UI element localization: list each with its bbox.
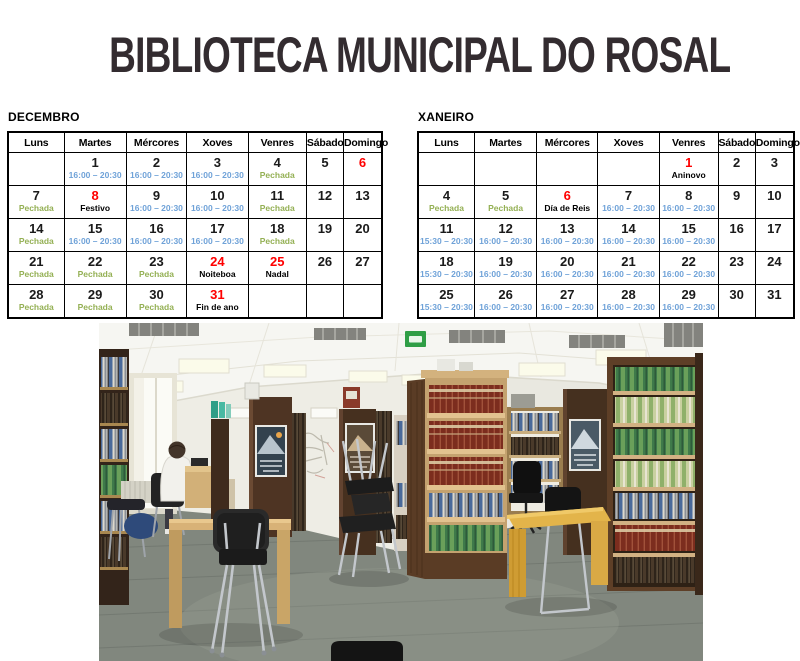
weekday-header: Mércores [537,132,598,153]
day-note: Noiteboa [199,269,236,279]
calendar-cell [718,219,755,252]
calendar-cell [537,153,598,186]
day-number: 2 [732,155,741,170]
page-title: BIBLIOTECA MUNICIPAL DO ROSAL [109,27,731,83]
weekday-header: Sábado [718,132,755,153]
day-number: 7 [32,188,40,203]
day-number: 22 [681,254,696,269]
calendar-cell [64,186,126,219]
calendar-cell [598,285,660,319]
weekday-header: Xoves [598,132,660,153]
calendar-cell [659,219,718,252]
day-number: 3 [213,155,222,170]
calendar-month-label: XANEIRO [418,110,475,124]
day-number: 18 [270,221,285,236]
day-note: Pechada [259,236,295,246]
calendar-cell [343,186,382,219]
day-number: 9 [732,188,741,203]
calendar-cell [126,186,187,219]
day-note: Pechada [428,203,464,213]
day-note: 16:00 – 20:30 [540,269,594,279]
calendar-table [417,131,800,319]
calendar-cell [598,153,660,186]
calendar-month-label: DECEMBRO [8,110,80,124]
calendar-cell [598,186,660,219]
calendar-cell [8,219,64,252]
calendar-cell [718,186,755,219]
day-note: 16:00 – 20:30 [540,302,594,312]
day-number: 2 [152,155,161,170]
day-note: Festivo [80,203,111,213]
weekday-header: Mércores [126,132,187,153]
day-note: Pechada [18,203,54,213]
day-number: 18 [439,254,454,269]
calendar-cell [64,153,126,186]
day-number: 25 [270,254,285,269]
day-number: 16 [729,221,744,236]
calendar-cell [418,153,474,186]
day-number: 21 [621,254,636,269]
calendar-cell [248,252,306,285]
calendar-cell [418,186,474,219]
day-number: 1 [685,155,693,170]
calendar-cell [755,186,794,219]
day-number: 8 [91,188,99,203]
encyclopedia-shelf [407,359,509,579]
library-photo-illustration [99,323,703,661]
day-number: 10 [210,188,225,203]
day-number: 22 [87,254,103,269]
day-note: 16:00 – 20:30 [602,236,655,246]
calendar-cell [126,285,187,319]
day-note: 16:00 – 20:30 [662,203,716,213]
calendar-cell [474,186,536,219]
day-note: Pechada [77,269,113,279]
library-photo [99,323,703,661]
calendar-cell [187,219,248,252]
day-note: Día de Reis [544,203,591,213]
poster-c [569,419,601,471]
day-note: 15:30 – 20:30 [419,302,473,312]
day-number: 12 [498,221,513,236]
day-number: 16 [149,221,164,236]
calendar-cell [718,285,755,319]
calendar-cell [537,186,598,219]
day-number: 30 [149,287,164,302]
day-note: 16:00 – 20:30 [68,236,122,246]
calendar-table [7,131,389,319]
day-number: 24 [210,254,225,269]
day-number: 20 [355,221,370,236]
day-note: 16:00 – 20:30 [602,203,655,213]
calendar-cell [8,186,64,219]
day-note: Fin de ano [196,302,239,312]
day-number: 13 [355,188,370,203]
day-note: 16:00 – 20:30 [479,302,533,312]
day-number: 29 [87,287,103,302]
day-note: 16:00 – 20:30 [479,269,533,279]
day-note: Pechada [259,170,295,180]
day-note: 16:00 – 20:30 [129,236,183,246]
calendar-cell [248,186,306,219]
weekday-header: Martes [474,132,536,153]
day-number: 23 [729,254,744,269]
day-note: Pechada [138,269,174,279]
day-note: Pechada [18,302,54,312]
exit-sign [405,331,426,347]
weekday-header: Domingo [755,132,794,153]
calendar-cell [126,219,187,252]
calendar-cell [659,285,718,319]
day-number: 15 [681,221,696,236]
weekday-header: Luns [418,132,474,153]
day-note: 16:00 – 20:30 [129,170,183,180]
printer [511,394,535,408]
foreground-chair [331,641,403,661]
calendar-cell [474,219,536,252]
calendar-cell [8,285,64,319]
day-number: 31 [210,287,225,302]
day-note: 16:00 – 20:30 [540,236,594,246]
day-note: 16:00 – 20:30 [129,203,183,213]
day-number: 21 [29,254,44,269]
day-number: 27 [560,287,575,302]
day-number: 10 [767,188,782,203]
day-number: 4 [273,155,281,170]
day-number: 31 [767,287,782,302]
day-note: 16:00 – 20:30 [68,170,122,180]
calendar-cell [598,219,660,252]
day-note: 15:30 – 20:30 [419,269,473,279]
day-note: 15:30 – 20:30 [419,236,473,246]
calendar-cell [537,285,598,319]
calendar-cell [8,153,64,186]
day-number: 20 [560,254,575,269]
day-number: 25 [439,287,454,302]
calendar-cell [306,285,343,319]
calendar-cell [418,252,474,285]
day-note: 16:00 – 20:30 [602,302,655,312]
day-note: 16:00 – 20:30 [662,302,716,312]
calendar-cell [306,252,343,285]
calendar-cell [306,153,343,186]
calendar-cell [343,219,382,252]
day-number: 30 [729,287,744,302]
weekday-header: Xoves [187,132,248,153]
day-number: 4 [442,188,451,203]
calendar-decembro [7,110,389,319]
calendar-cell [755,285,794,319]
calendar-cell [474,252,536,285]
calendar-cell [537,252,598,285]
day-note: Pechada [488,203,524,213]
calendar-cell [537,219,598,252]
calendar-cell [598,252,660,285]
day-note: Nadal [265,269,289,279]
calendar-cell [248,285,306,319]
calendar-cell [755,153,794,186]
calendar-cell [718,252,755,285]
day-note: 16:00 – 20:30 [479,236,533,246]
day-number: 28 [621,287,636,302]
calendar-cell [306,186,343,219]
weekday-header: Martes [64,132,126,153]
poster-a [255,425,287,477]
calendar-cell [126,153,187,186]
day-number: 9 [152,188,161,203]
day-note: Pechada [259,203,295,213]
day-number: 1 [91,155,99,170]
calendar-cell [418,285,474,319]
calendar-cell [248,219,306,252]
day-note: 16:00 – 20:30 [662,236,716,246]
day-note: 16:00 – 20:30 [190,170,244,180]
day-number: 14 [29,221,44,236]
weekday-header: Sábado [306,132,343,153]
day-number: 6 [358,155,367,170]
calendar-cell [64,252,126,285]
day-number: 19 [498,254,513,269]
day-number: 5 [321,155,329,170]
day-number: 3 [770,155,778,170]
calendar-xaneiro [417,110,800,319]
calendar-cell [126,252,187,285]
day-note: 16:00 – 20:30 [662,269,716,279]
day-number: 28 [29,287,44,302]
day-number: 11 [439,221,454,236]
calendar-cell [418,219,474,252]
weekday-header: Venres [248,132,306,153]
calendar-cell [343,252,382,285]
day-number: 8 [685,188,693,203]
day-note: Pechada [18,236,54,246]
calendar-cell [755,219,794,252]
calendar-cell [8,252,64,285]
day-number: 5 [501,188,510,203]
calendar-cell [64,285,126,319]
day-number: 23 [149,254,164,269]
weekday-header: Luns [8,132,64,153]
day-number: 14 [621,221,636,236]
calendar-cell [659,186,718,219]
calendar-cell [187,285,248,319]
day-number: 15 [87,221,103,236]
day-number: 26 [498,287,513,302]
day-number: 11 [270,188,285,203]
day-number: 17 [210,221,225,236]
day-number: 6 [563,188,571,203]
day-number: 7 [624,188,633,203]
day-note: Pechada [138,302,174,312]
calendar-cell [343,153,382,186]
day-number: 27 [355,254,370,269]
day-note: 16:00 – 20:30 [190,203,244,213]
calendar-cell [306,219,343,252]
weekday-header: Domingo [343,132,382,153]
calendar-cell [659,252,718,285]
day-number: 26 [317,254,333,269]
day-number: 29 [681,287,696,302]
day-note: Pechada [18,269,54,279]
day-note: 16:00 – 20:30 [602,269,655,279]
calendar-cell [718,153,755,186]
day-number: 19 [317,221,333,236]
calendar-cell [64,219,126,252]
day-note: 16:00 – 20:30 [190,236,244,246]
bookshelf-left [99,349,129,605]
calendar-cell [187,186,248,219]
day-number: 12 [317,188,333,203]
calendar-cell [659,153,718,186]
calendar-cell [343,285,382,319]
day-note: Aninovo [671,170,706,180]
calendar-cell [474,153,536,186]
calendar-cell [187,153,248,186]
calendar-cell [187,252,248,285]
day-number: 17 [767,221,782,236]
day-number: 13 [560,221,575,236]
calendar-cell [755,252,794,285]
calendar-cell [474,285,536,319]
bookshelf-right [607,353,703,595]
calendar-cell [248,153,306,186]
weekday-header: Venres [659,132,718,153]
day-number: 24 [767,254,782,269]
day-note: Pechada [77,302,113,312]
